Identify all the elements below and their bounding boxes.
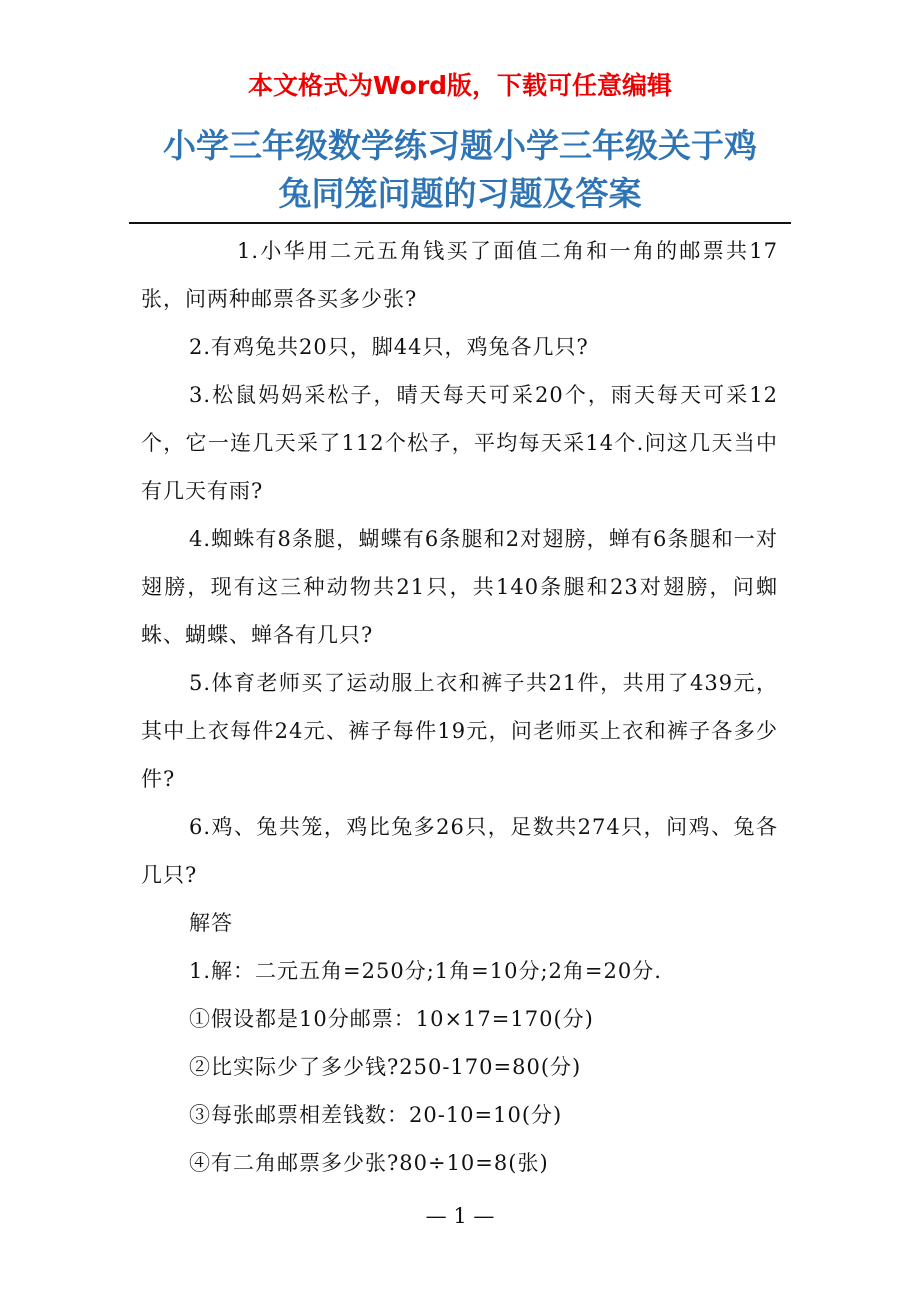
answer-line-2: ①假设都是10分邮票：10×17=170(分) — [189, 1007, 594, 1031]
question-1: 1.小华用二元五角钱买了面值二角和一角的邮票共17张，问两种邮票各买多少张? — [141, 239, 778, 311]
document-body — [141, 227, 778, 1187]
question-2: 2.有鸡兔共20只，脚44只，鸡兔各几只? — [189, 335, 589, 359]
title-divider — [129, 222, 791, 224]
question-5: 5.体育老师买了运动服上衣和裤子共21件，共用了439元，其中上衣每件24元、裤子每件19元，问老师买上衣和裤子各多少件? — [141, 671, 778, 791]
answer-line-3: ②比实际少了多少钱?250-170=80(分) — [189, 1055, 582, 1079]
format-notice-banner: 本文格式为Word版，下载可任意编辑 — [247, 71, 673, 100]
document-title — [120, 122, 800, 218]
answer-line-1: 1.解：二元五角=250分;1角=10分;2角=20分. — [189, 959, 662, 983]
page-number: — 1 — — [425, 1204, 495, 1228]
question-4: 4.蜘蛛有8条腿，蝴蝶有6条腿和2对翅膀，蝉有6条腿和一对翅膀，现有这三种动物共21只，共140条腿和23对翅膀，问蜘蛛、蝴蝶、蝉各有几只? — [141, 527, 778, 647]
answer-line-4: ③每张邮票相差钱数：20-10=10(分) — [189, 1103, 563, 1127]
title-line-1: 小学三年级数学练习题小学三年级关于鸡 — [163, 126, 757, 165]
answer-line-5: ④有二角邮票多少张?80÷10=8(张) — [189, 1151, 549, 1175]
question-3: 3.松鼠妈妈采松子，晴天每天可采20个，雨天每天可采12个，它一连几天采了112个松子，平均每天采14个.问这几天当中有几天有雨? — [141, 383, 778, 503]
answers-heading: 解答 — [189, 911, 233, 935]
question-6: 6.鸡、兔共笼，鸡比兔多26只，足数共274只，问鸡、兔各几只? — [141, 815, 778, 887]
title-line-2: 兔同笼问题的习题及答案 — [278, 174, 642, 213]
